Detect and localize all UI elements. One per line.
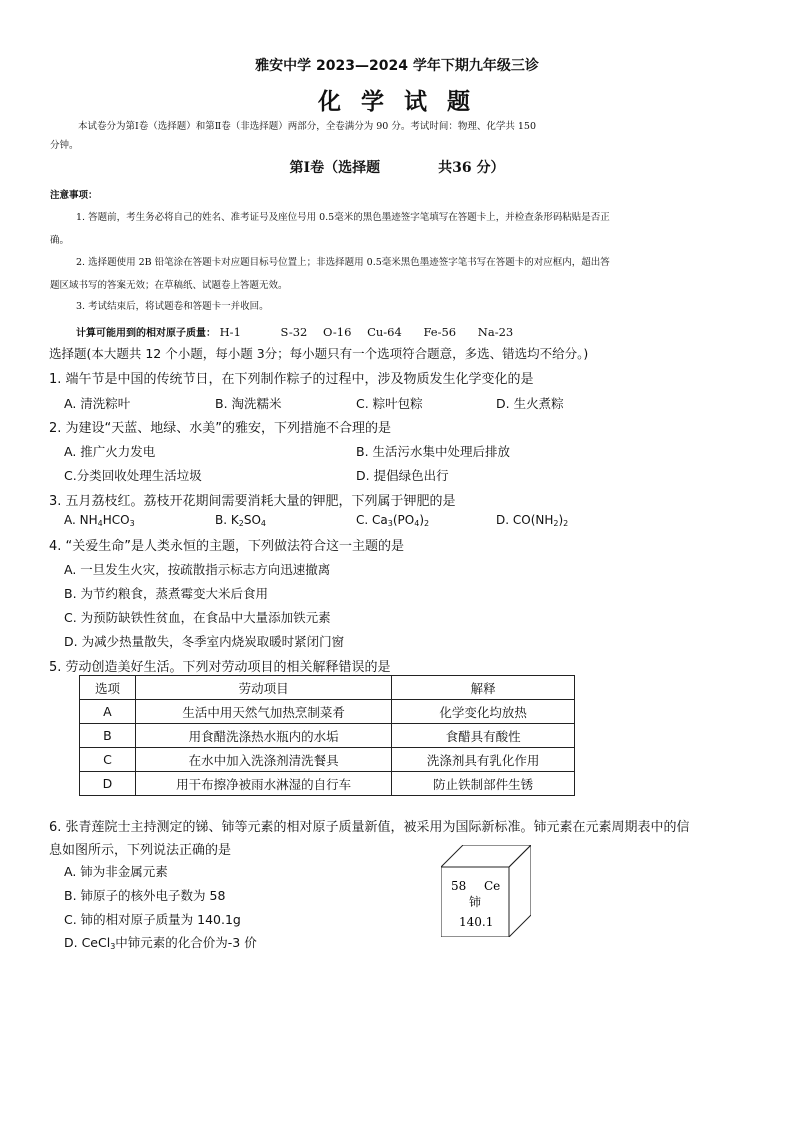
q2-option-b: B. 生活污水集中处理后排放 <box>356 444 511 459</box>
atomic-masses <box>76 324 513 339</box>
q4-option-d: D. 为减少热量散失，冬季室内烧炭取暖时紧闭门窗 <box>64 634 345 649</box>
table-cell: 用干布擦净被雨水淋湿的自行车 <box>135 772 391 796</box>
table-cell: 在水中加入洗涤剂清洗餐具 <box>135 748 391 772</box>
q1-option-c: C. 粽叶包粽 <box>356 396 423 411</box>
q3-option-c: C. $Ca_3(PO_4)_2$ <box>356 513 430 528</box>
q6-option-b: B. 铈原子的核外电子数为 58 <box>64 888 226 903</box>
intro-line-1: 本试卷分为第Ⅰ卷（选择题）和第Ⅱ卷（非选择题）两部分，全卷满分为 90 分。考试时间：物理、化学共 150 <box>78 121 536 132</box>
atomic-masses-label: 计算可能用到的相对原子质量： <box>76 328 216 339</box>
q1-stem: 1. 端午节是中国的传统节日，在下列制作粽子的过程中，涉及物质发生化学变化的是 <box>49 372 534 387</box>
table-cell: A <box>80 700 136 724</box>
page-title: 化 学 试 题 <box>317 89 477 115</box>
table-cell: 防止铁制部件生锈 <box>392 772 575 796</box>
q3-option-d: D. $CO(NH_2)_2$ <box>496 513 569 528</box>
element-symbol: Ce <box>484 879 501 893</box>
q6-option-d: D. CeCl$_3$中铈元素的化合价为-3 价 <box>64 935 257 951</box>
element-name: 铈 <box>469 895 482 909</box>
note-1-line-2: 确。 <box>50 235 70 246</box>
cerium-element-cube <box>441 845 531 937</box>
table-row <box>80 772 575 796</box>
mc-instructions: 选择题(本大题共 12 个小题，每小题 3分；每小题只有一个选项符合题意，多选、错选均不给分。) <box>49 346 589 361</box>
table-header-row <box>80 676 575 700</box>
table-cell: 用食醋洗涤热水瓶内的水垢 <box>135 724 391 748</box>
table-cell: 生活中用天然气加热烹制菜肴 <box>135 700 391 724</box>
table-header-cell: 劳动项目 <box>135 676 391 700</box>
q4-stem: 4. “关爱生命”是人类永恒的主题，下列做法符合这一主题的是 <box>49 539 405 554</box>
table-cell: C <box>80 748 136 772</box>
q1-option-a: A. 清洗粽叶 <box>64 396 131 411</box>
mass-o: O-16 <box>323 325 352 339</box>
note-3: 3. 考试结束后，将试题卷和答题卡一并收回。 <box>76 301 269 312</box>
q3-option-a: A. $NH_4HCO_3$ <box>64 513 135 528</box>
intro-line-2: 分钟。 <box>50 140 79 151</box>
q6-stem-line-2: 息如图所示，下列说法正确的是 <box>49 843 232 858</box>
table-cell: 食醋具有酸性 <box>392 724 575 748</box>
q2-stem: 2. 为建设“天蓝、地绿、水美”的雅安，下列措施不合理的是 <box>49 421 392 436</box>
table-header-cell: 解释 <box>392 676 575 700</box>
element-mass: 140.1 <box>459 915 494 929</box>
table-header-cell: 选项 <box>80 676 136 700</box>
table-cell: B <box>80 724 136 748</box>
mass-s: S-32 <box>280 325 308 339</box>
q1-option-d: D. 生火煮粽 <box>496 396 564 411</box>
mass-fe: Fe-56 <box>423 325 457 339</box>
q4-option-b: B. 为节约粮食，蒸煮霉变大米后食用 <box>64 586 269 601</box>
q4-option-c: C. 为预防缺铁性贫血，在食品中大量添加铁元素 <box>64 610 331 625</box>
section-score: 共36 分） <box>438 160 505 176</box>
note-1-line-1: 1. 答题前，考生务必将自己的姓名、准考证号及座位号用 0.5毫米的黑色墨迹签字笔填写在答题卡上，并检查条形码粘贴是否正 <box>76 212 610 223</box>
section-title-label: 第Ⅰ卷（选择题 <box>289 160 381 176</box>
table-cell: 化学变化均放热 <box>392 700 575 724</box>
table-row <box>80 724 575 748</box>
note-2-line-1: 2. 选择题使用 2B 铅笔涂在答题卡对应题目标号位置上；非选择题用 0.5毫米黑色墨迹签字笔书写在答题卡的对应框内，超出答 <box>76 257 610 268</box>
mass-cu: Cu-64 <box>367 325 402 339</box>
section-title <box>0 157 794 177</box>
table-row <box>80 700 575 724</box>
table-cell: 洗涤剂具有乳化作用 <box>392 748 575 772</box>
q2-option-a: A. 推广火力发电 <box>64 444 156 459</box>
q3-stem: 3. 五月荔枝红。荔枝开花期间需要消耗大量的钾肥，下列属于钾肥的是 <box>49 494 456 509</box>
q5-table <box>79 675 575 796</box>
q6-option-a: A. 铈为非金属元素 <box>64 864 168 879</box>
q2-option-c: C.分类回收处理生活垃圾 <box>64 468 202 483</box>
q6-option-c: C. 铈的相对原子质量为 140.1g <box>64 912 241 927</box>
q4-option-a: A. 一旦发生火灾，按疏散指示标志方向迅速撤离 <box>64 562 331 577</box>
note-2-line-2: 题区域书写的答案无效；在草稿纸、试题卷上答题无效。 <box>50 280 288 291</box>
notes-heading: 注意事项： <box>50 190 98 201</box>
table-row <box>80 748 575 772</box>
q6-stem-line-1: 6. 张青莲院士主持测定的锑、铈等元素的相对原子质量新值，被采用为国际新标准。铈元素在元素周期表中的信 <box>49 820 690 835</box>
q2-option-d: D. 提倡绿色出行 <box>356 468 449 483</box>
q1-option-b: B. 淘洗糯米 <box>215 396 282 411</box>
mass-h: H-1 <box>219 325 241 339</box>
q3-option-b: B. $K_2SO_4$ <box>215 513 266 528</box>
school-exam-title: 雅安中学 2023—2024 学年下期九年级三诊 <box>255 58 539 74</box>
q5-stem: 5. 劳动创造美好生活。下列对劳动项目的相关解释错误的是 <box>49 660 391 675</box>
element-atomic-number: 58 <box>451 879 467 893</box>
table-cell: D <box>80 772 136 796</box>
mass-na: Na-23 <box>477 325 514 339</box>
